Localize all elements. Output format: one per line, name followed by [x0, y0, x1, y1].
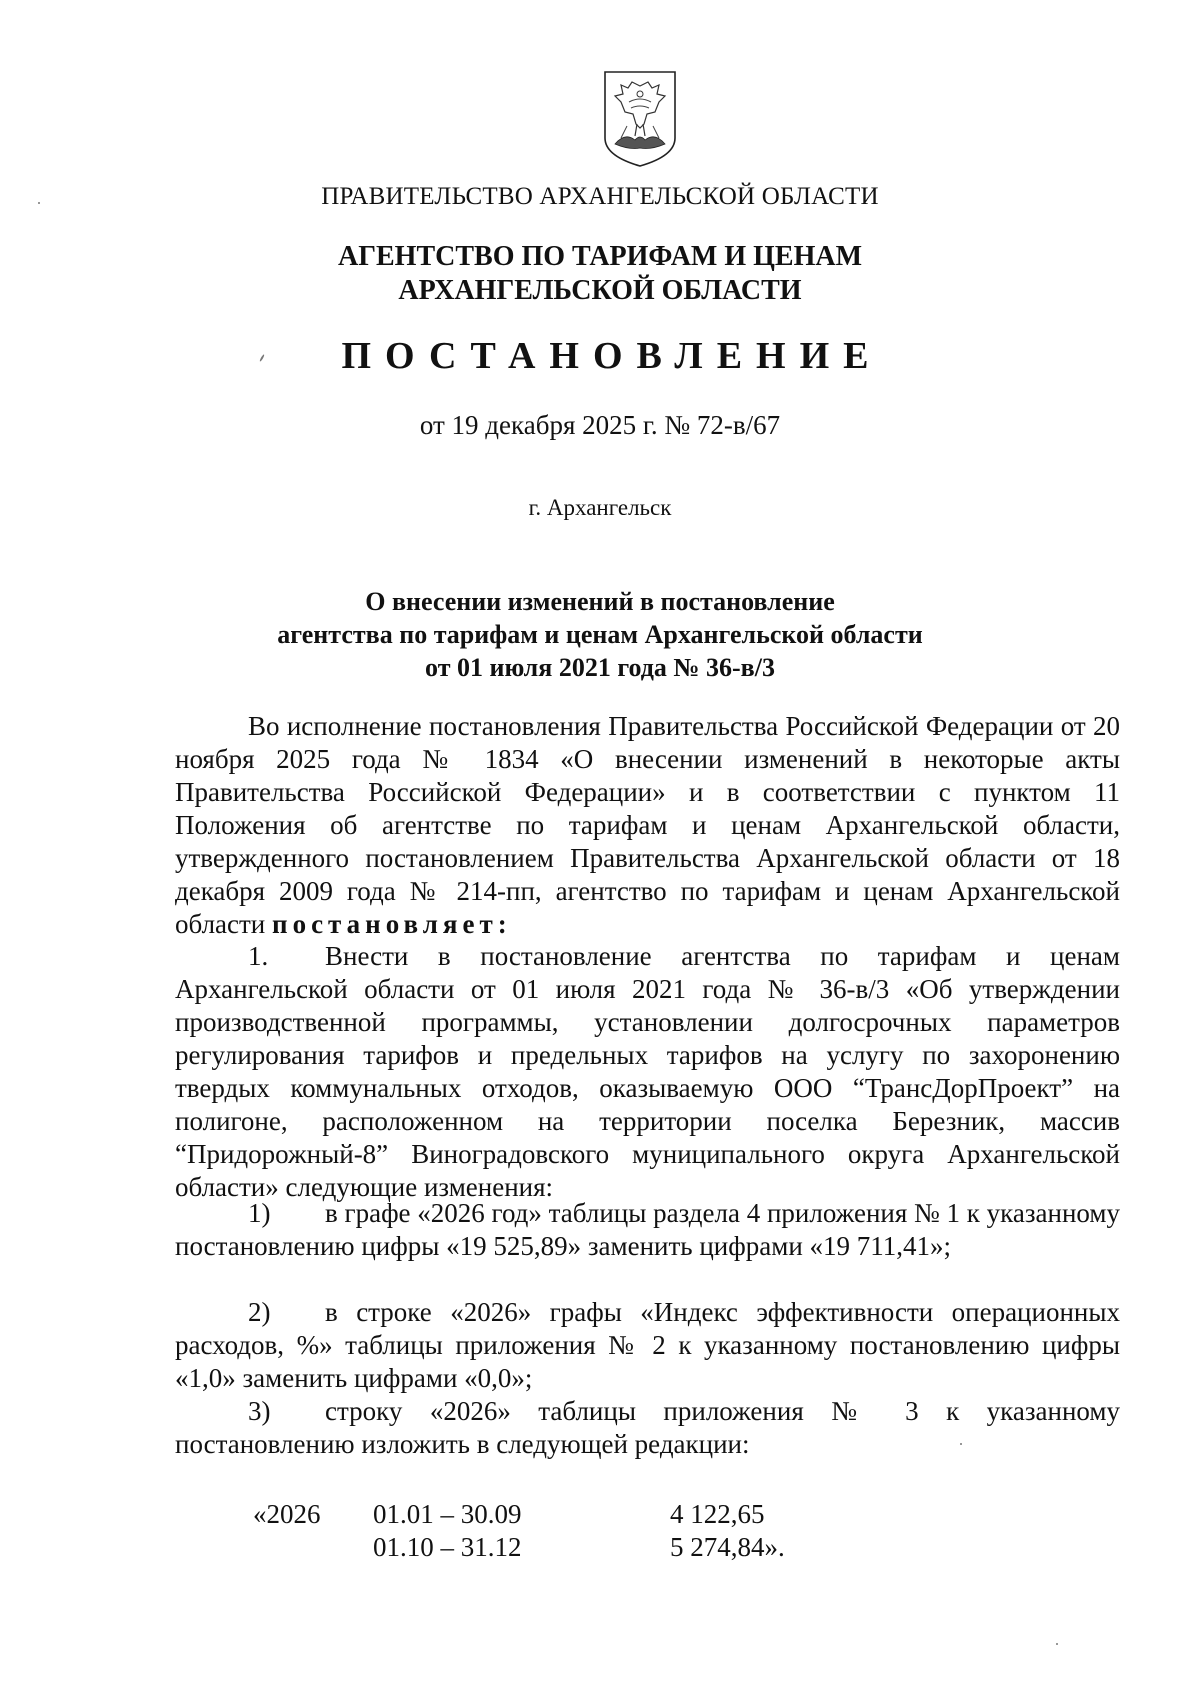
list-item-number: 2): [248, 1297, 271, 1327]
document-city: г. Архангельск: [528, 495, 672, 520]
scan-speck: [38, 202, 40, 204]
scan-speck: [960, 1443, 962, 1445]
preamble-paragraph: [175, 710, 1120, 941]
list-item: [175, 1395, 1120, 1461]
document-number: от 19 декабря 2025 г. № 72-в/67: [419, 410, 781, 440]
point-1-number: 1.: [248, 941, 269, 971]
decides-text: постановляет:: [272, 909, 512, 939]
agency-name-line2: АРХАНГЕЛЬСКОЙ ОБЛАСТИ: [398, 275, 802, 306]
document-type: ПОСТАНОВЛЕНИЕ: [341, 335, 883, 377]
agency-name: [0, 240, 1200, 308]
list-item: [175, 1197, 1120, 1263]
government-name: ПРАВИТЕЛЬСТВО АРХАНГЕЛЬСКОЙ ОБЛАСТИ: [321, 183, 879, 210]
point-1-text: Внести в постановление агентства по тарифам и ценам Архангельской области от 01 июля 2021 года № 36-в/3 «Об утверждении производственной программы, установлении долгосрочных параметров регулирования тарифов и предельных тарифов на услугу по захоронению твердых коммунальных отходов, оказываемую ООО “ТрансДорПроект” на полигоне, расположенном на территории поселка Березник, массив “Придорожный-8” Виноградовского муниципального округа Архангельской области» следующие изменения:: [175, 941, 1120, 1202]
subject-line3: от 01 июля 2021 года № 36-в/3: [425, 653, 775, 682]
tariff-table-year: «2026: [253, 1499, 321, 1529]
subject-line1: О внесении изменений в постановление: [365, 587, 835, 616]
tariff-table-value: 5 274,84».: [670, 1532, 785, 1562]
list-item-number: 1): [248, 1198, 271, 1228]
list-item-text: строку «2026» таблицы приложения № 3 к указанному постановлению изложить в следующей редакции:: [175, 1396, 1120, 1459]
tariff-table-period: 01.01 – 30.09: [373, 1499, 522, 1529]
point-1-paragraph: [175, 940, 1120, 1204]
document-subject: [0, 585, 1200, 684]
tariff-table-period: 01.10 – 31.12: [373, 1532, 522, 1562]
subject-line2: агентства по тарифам и ценам Архангельской области: [277, 620, 923, 649]
agency-name-line1: АГЕНТСТВО ПО ТАРИФАМ И ЦЕНАМ: [337, 241, 863, 272]
list-item-text: в графе «2026 год» таблицы раздела 4 приложения № 1 к указанному постановлению цифры «19 525,89» заменить цифрами «19 711,41»;: [175, 1198, 1120, 1261]
coat-of-arms-icon: [601, 68, 679, 168]
list-item: [175, 1296, 1120, 1395]
scan-speck: [1056, 1643, 1058, 1645]
tariff-table-value: 4 122,65: [670, 1499, 765, 1529]
preamble-text: Во исполнение постановления Правительства Российской Федерации от 20 ноября 2025 года № 1834 «О внесении изменений в некоторые акты Правительства Российской Федерации» и в соответствии с пунктом 11 Положения об агентстве по тарифам и ценам Архангельской области, утвержденного постановлением Правительства Архангельской области от 18 декабря 2009 года № 214-пп, агентство по тарифам и ценам Архангельской области: [175, 711, 1120, 939]
list-item-number: 3): [248, 1396, 271, 1426]
list-item-text: в строке «2026» графы «Индекс эффективности операционных расходов, %» таблицы приложения № 2 к указанному постановлению цифры «1,0» заменить цифрами «0,0»;: [175, 1297, 1120, 1393]
